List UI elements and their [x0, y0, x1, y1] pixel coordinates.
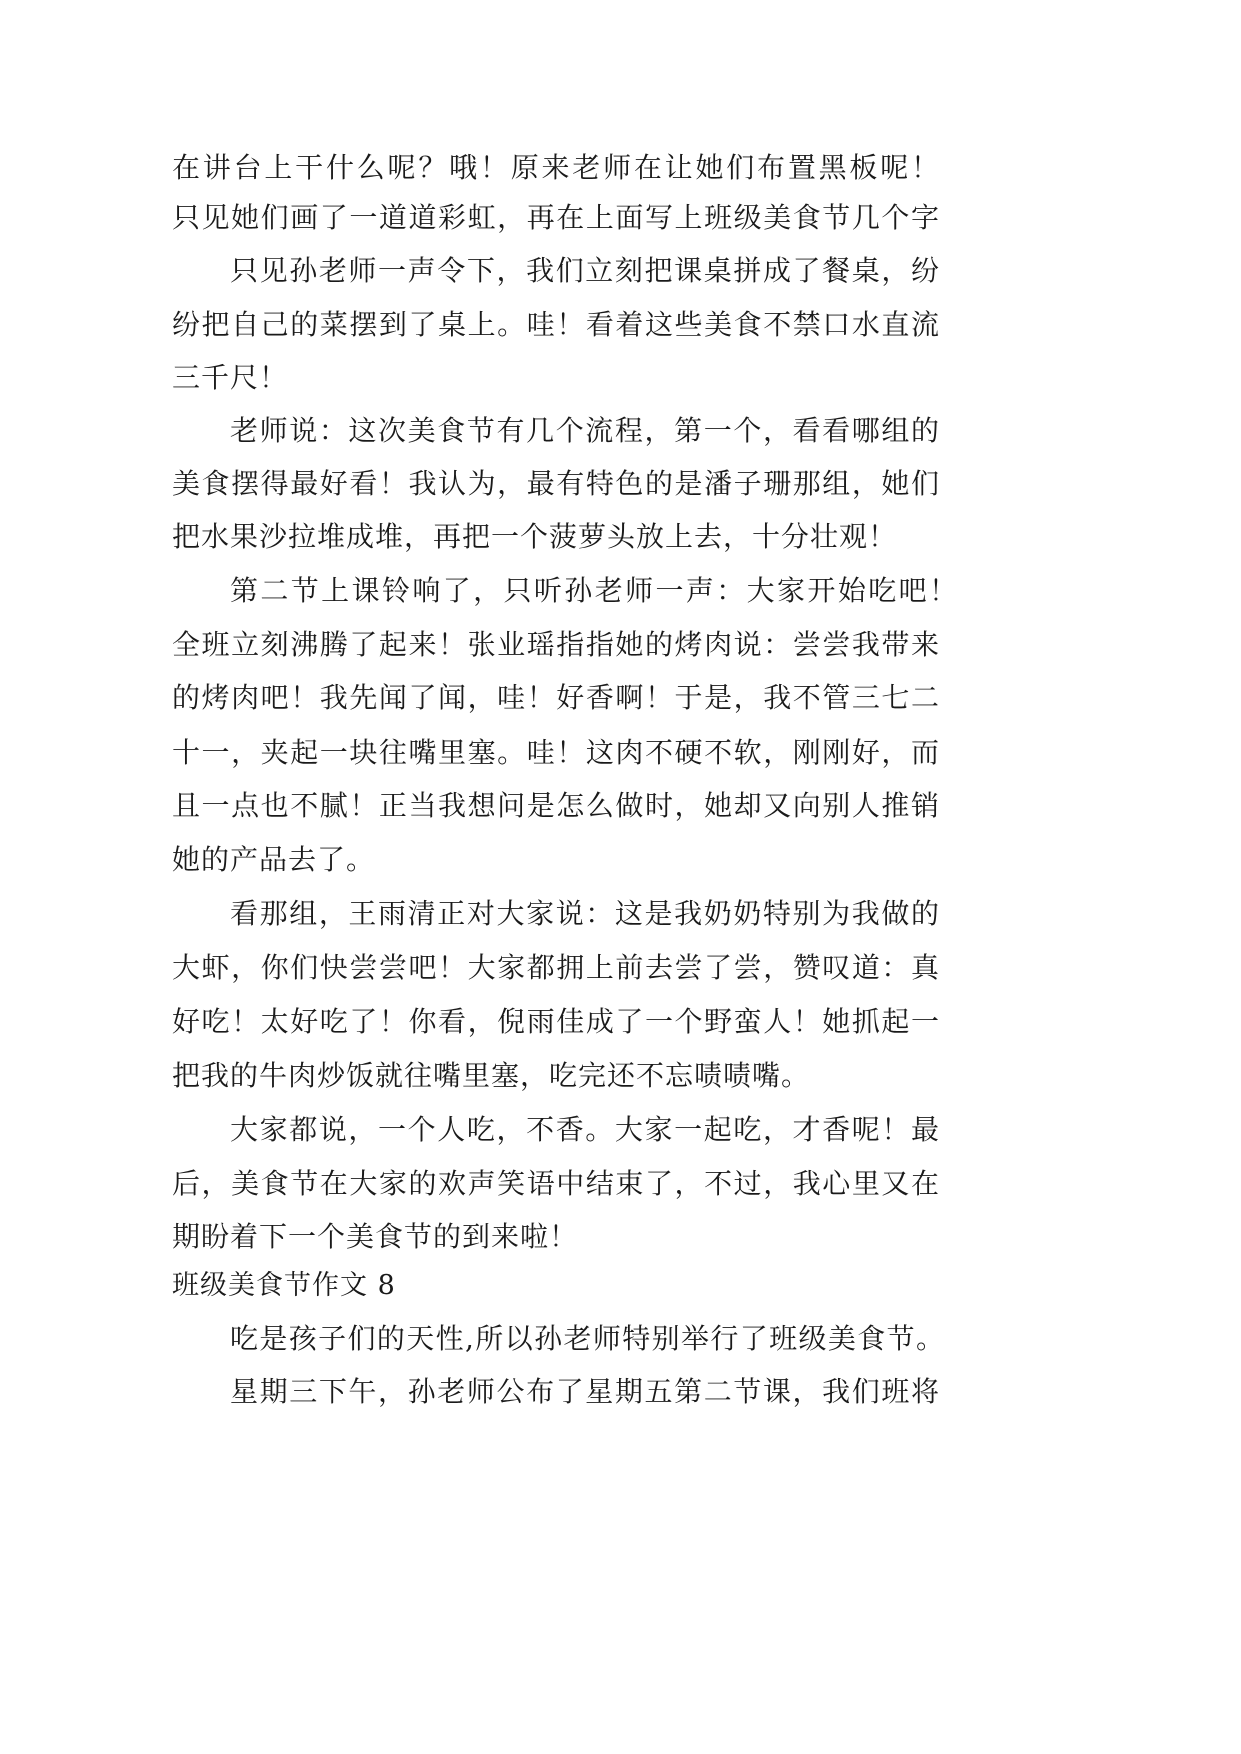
text-line: 吃是孩子们的天性,所以孙老师特别举行了班级美食节。: [230, 1322, 945, 1355]
text-line: 美食摆得最好看！我认为，最有特色的是潘子珊那组，她们: [172, 467, 940, 500]
text-line: 好吃！太好吃了！你看，倪雨佳成了一个野蛮人！她抓起一: [172, 1005, 940, 1038]
text-line: 后，美食节在大家的欢声笑语中结束了，不过，我心里又在: [172, 1167, 940, 1200]
text-line: 全班立刻沸腾了起来！张业瑶指指她的烤肉说：尝尝我带来: [172, 628, 940, 661]
text-line: 在讲台上干什么呢？哦！原来老师在让她们布置黑板呢！: [172, 151, 940, 184]
text-line: 大虾，你们快尝尝吧！大家都拥上前去尝了尝，赞叹道：真: [172, 951, 940, 984]
text-line: 只见孙老师一声令下，我们立刻把课桌拼成了餐桌，纷: [230, 254, 940, 287]
text-line: 第二节上课铃响了，只听孙老师一声：大家开始吃吧！: [230, 574, 958, 607]
section-heading: 班级美食节作文 8: [172, 1270, 396, 1301]
text-line: 看那组，王雨清正对大家说：这是我奶奶特别为我做的: [230, 897, 940, 930]
text-line: 大家都说，一个人吃，不香。大家一起吃，才香呢！最: [230, 1113, 940, 1146]
text-line: 十一，夹起一块往嘴里塞。哇！这肉不硬不软，刚刚好，而: [172, 736, 940, 769]
text-line: 把我的牛肉炒饭就往嘴里塞，吃完还不忘啧啧嘴。: [172, 1059, 811, 1092]
text-line: 的烤肉吧！我先闻了闻，哇！好香啊！于是，我不管三七二: [172, 681, 940, 714]
text-line: 她的产品去了。: [172, 843, 376, 876]
text-line: 期盼着下一个美食节的到来啦！: [172, 1220, 579, 1253]
text-line: 且一点也不腻！正当我想问是怎么做时，她却又向别人推销: [172, 789, 940, 822]
text-line: 把水果沙拉堆成堆，再把一个菠萝头放上去，十分壮观！: [172, 520, 898, 553]
text-line: 星期三下午，孙老师公布了星期五第二节课，我们班将: [230, 1375, 940, 1408]
text-line: 只见她们画了一道道彩虹，再在上面写上班级美食节几个字: [172, 201, 940, 234]
text-line: 老师说：这次美食节有几个流程，第一个，看看哪组的: [230, 414, 940, 447]
text-line: 纷把自己的菜摆到了桌上。哇！看着这些美食不禁口水直流: [172, 308, 940, 341]
text-line: 三千尺！: [172, 361, 289, 394]
